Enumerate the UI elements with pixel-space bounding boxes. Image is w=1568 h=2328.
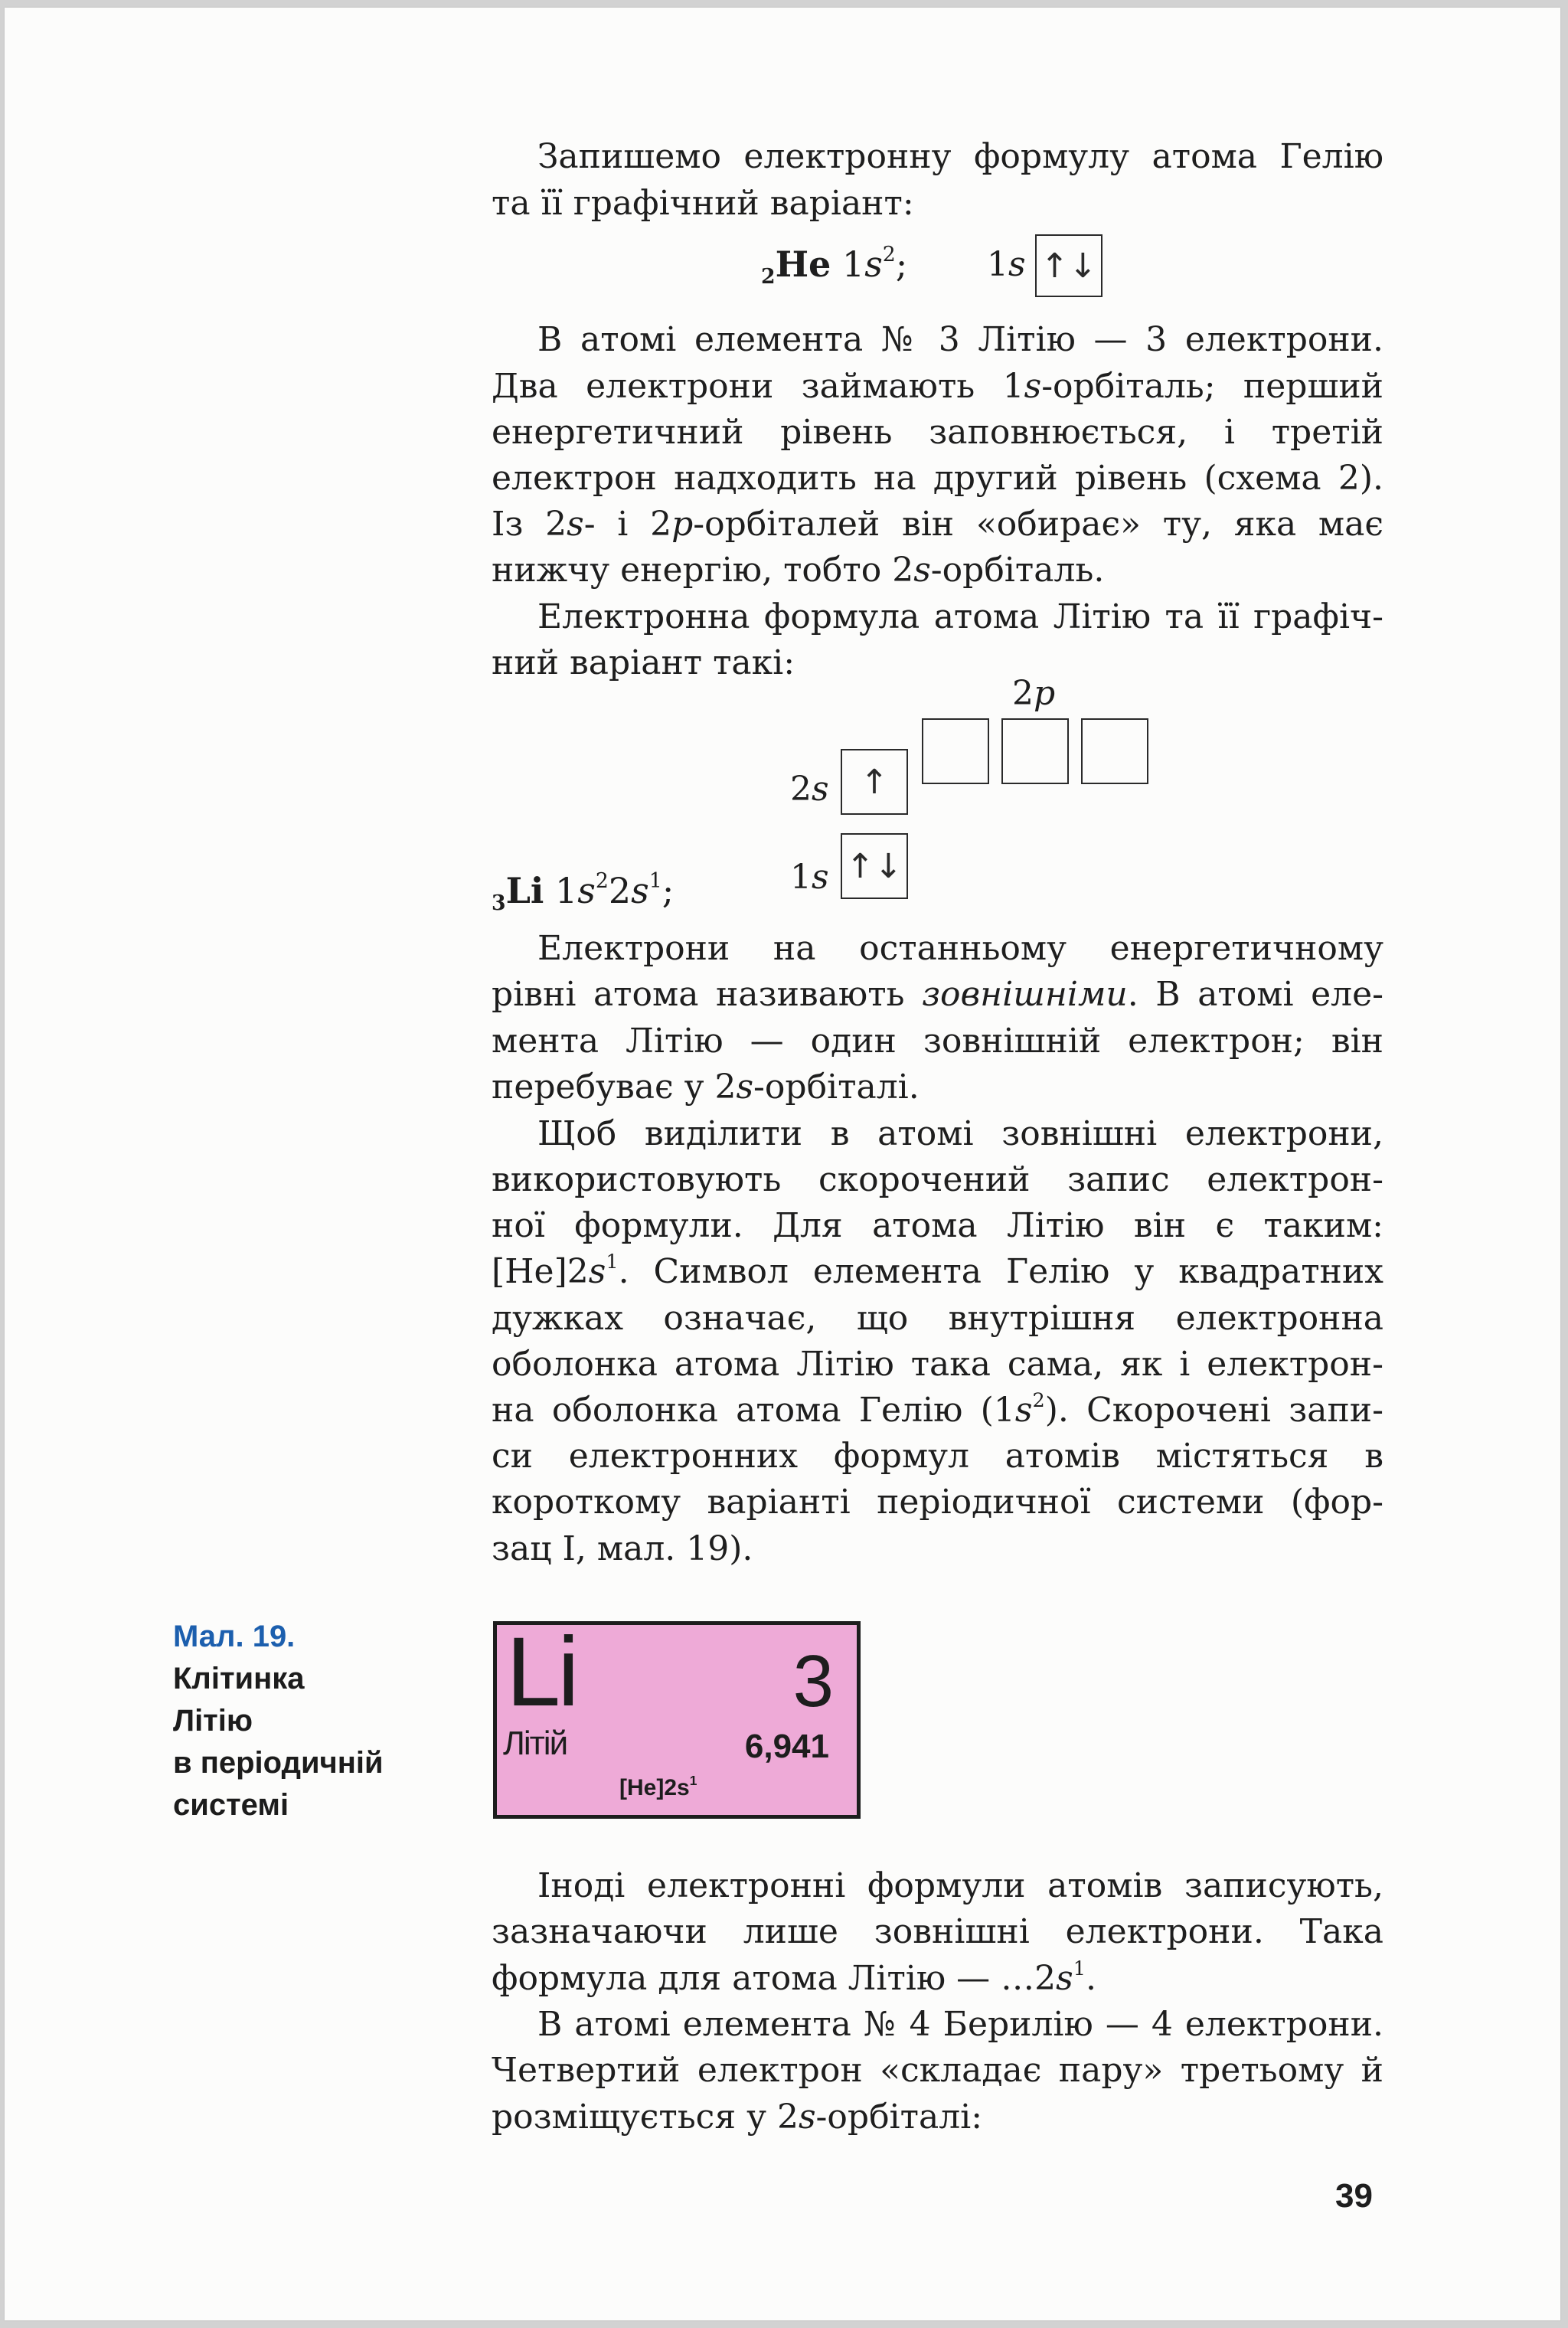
helium-orbital-label bbox=[987, 245, 1026, 284]
paragraph-lithium-l3 bbox=[492, 410, 1383, 456]
exponent: 2 bbox=[1032, 1388, 1045, 1412]
paragraph-lithium-formula-intro bbox=[492, 594, 1383, 641]
cfg-sublevel: s bbox=[631, 870, 649, 911]
paragraph-lithium-l2 bbox=[492, 364, 1383, 410]
line: формула для атома Літію — …2 bbox=[492, 1959, 1057, 1998]
line: та її графічний варіант: bbox=[492, 184, 914, 223]
element-symbol: Li bbox=[505, 870, 544, 911]
line: [He]2 bbox=[492, 1252, 589, 1291]
label-2p bbox=[1012, 674, 1055, 713]
level-number: 2 bbox=[1012, 674, 1034, 713]
helium-1s-orbital-box: ↑↓ bbox=[1035, 234, 1102, 297]
cfg-exponent: 2 bbox=[595, 869, 609, 893]
line: розміщується у 2 bbox=[492, 2097, 799, 2137]
paragraph-short-notation-l5 bbox=[492, 1296, 1383, 1342]
paragraph-helium-intro bbox=[492, 134, 1383, 181]
sublevel: s bbox=[588, 1252, 606, 1291]
line: ний варіант такі: bbox=[492, 643, 795, 682]
sublevel-letter: p bbox=[1034, 674, 1056, 713]
paragraph-short-notation-l7 bbox=[492, 1388, 1383, 1434]
line: . В атомі еле- bbox=[1127, 975, 1383, 1014]
paragraph-outer-only-l3 bbox=[492, 1956, 1383, 2003]
orbital-2s-box: ↑ bbox=[841, 749, 908, 815]
line: -орбіталь. bbox=[930, 551, 1105, 590]
paragraph-short-notation-l6 bbox=[492, 1342, 1383, 1388]
term: зовнішніми bbox=[922, 975, 1128, 1014]
sublevel-letter: s bbox=[1008, 245, 1026, 284]
line: - і 2 bbox=[583, 505, 672, 544]
sublevel: s bbox=[1056, 1959, 1073, 1998]
page-number: 39 bbox=[1335, 2177, 1373, 2215]
paragraph-outer-only bbox=[492, 1863, 1383, 1910]
line: Іноді електронні формули атомів записують, bbox=[537, 1866, 1383, 1905]
line: використовують скорочений запис електрон- bbox=[492, 1160, 1383, 1199]
paragraph-outer-electrons-l2 bbox=[492, 972, 1383, 1019]
cfg-part: ; bbox=[895, 244, 908, 285]
line: зазначаючи лише зовнішні електрони. Така bbox=[492, 1912, 1383, 1951]
cfg-exponent: 1 bbox=[689, 1772, 697, 1788]
line: енергетичний рівень заповнюється, і третій bbox=[492, 413, 1383, 452]
paragraph-lithium-l4 bbox=[492, 456, 1383, 502]
cfg-part: ; bbox=[662, 870, 675, 911]
caption-line: Клітинка bbox=[173, 1662, 305, 1695]
paragraph-helium-intro-2 bbox=[492, 181, 1383, 227]
sublevel: s bbox=[567, 505, 584, 544]
caption-line: Літію bbox=[173, 1704, 253, 1738]
line: Четвертий електрон «складає пару» третьому й bbox=[492, 2051, 1383, 2090]
paragraph-short-notation-l4 bbox=[492, 1249, 1383, 1296]
cell-symbol: Li bbox=[506, 1617, 577, 1727]
cfg-part: 2 bbox=[608, 870, 632, 911]
paragraph-short-notation-l10 bbox=[492, 1526, 1383, 1573]
atomic-number: 3 bbox=[492, 891, 506, 916]
paragraph-short-notation-l3 bbox=[492, 1203, 1383, 1250]
paragraph-short-notation-l9 bbox=[492, 1480, 1383, 1526]
line: рівні атома називають bbox=[492, 975, 923, 1014]
paragraph-lithium-l6 bbox=[492, 548, 1383, 594]
exponent: 1 bbox=[1073, 1957, 1086, 1980]
cell-element-name: Літій bbox=[503, 1725, 567, 1762]
line: Щоб виділити в атомі зовнішні електрони, bbox=[537, 1114, 1383, 1153]
paragraph-outer-electrons-l3 bbox=[492, 1019, 1383, 1065]
line: -орбіталі. bbox=[753, 1068, 920, 1107]
line: оболонка атома Літію така сама, як і електрон- bbox=[492, 1345, 1383, 1384]
cfg-sublevel: s bbox=[577, 870, 596, 911]
cfg-exponent: 1 bbox=[648, 869, 662, 893]
orbital-2p-box-1 bbox=[922, 718, 989, 784]
cfg-part: 1 bbox=[831, 244, 865, 285]
orbital-1s-box: ↑↓ bbox=[841, 833, 908, 899]
element-symbol: He bbox=[775, 244, 831, 285]
sublevel-letter: s bbox=[812, 770, 829, 809]
sublevel: s bbox=[1024, 367, 1042, 406]
cfg-part: 1 bbox=[544, 870, 578, 911]
line: . bbox=[1085, 1959, 1096, 1998]
orbital-2p-box-3 bbox=[1081, 718, 1148, 784]
sublevel: s bbox=[798, 2097, 816, 2137]
level-number: 2 bbox=[790, 770, 812, 809]
paragraph-short-notation bbox=[492, 1111, 1383, 1158]
line: Два електрони займають 1 bbox=[492, 367, 1024, 406]
figure-number: Мал. 19. bbox=[173, 1620, 296, 1653]
line: -орбіталь; перший bbox=[1041, 367, 1384, 406]
label-1s bbox=[790, 858, 829, 897]
cell-atomic-mass: 6,941 bbox=[744, 1728, 829, 1765]
cfg-text: [He]2s bbox=[619, 1775, 690, 1800]
atomic-number: 2 bbox=[761, 265, 776, 289]
lithium-periodic-cell bbox=[493, 1617, 861, 1819]
cfg-sublevel: s bbox=[864, 244, 883, 285]
paragraph-outer-electrons bbox=[492, 926, 1383, 973]
line: В атомі елемента № 4 Берилію — 4 електрони. bbox=[537, 2005, 1383, 2044]
paragraph-beryllium-l2 bbox=[492, 2048, 1383, 2094]
line: ). Скорочені запи- bbox=[1044, 1391, 1383, 1430]
paragraph-short-notation-l2 bbox=[492, 1157, 1383, 1204]
line: -орбіталей він «обирає» ту, яка має bbox=[693, 505, 1384, 544]
line: Електронна формула атома Літію та її графіч- bbox=[537, 597, 1383, 636]
line: нижчу енергію, тобто 2 bbox=[492, 551, 914, 590]
textbook-page bbox=[5, 8, 1560, 2320]
line: зац I, мал. 19). bbox=[492, 1529, 753, 1568]
helium-formula bbox=[761, 243, 908, 289]
line: В атомі елемента № 3 Літію — 3 електрони. bbox=[537, 320, 1383, 359]
line: короткому варіанті періодичної системи (фор- bbox=[492, 1483, 1383, 1522]
line: . Символ елемента Гелію у квадратних bbox=[618, 1252, 1383, 1291]
line: ної формули. Для атома Літію він є таким: bbox=[492, 1206, 1383, 1245]
label-2s bbox=[790, 770, 829, 809]
caption-line: системі bbox=[173, 1788, 289, 1822]
line: Запишемо електронну формулу атома Гелію bbox=[537, 137, 1383, 176]
paragraph-outer-only-l2 bbox=[492, 1909, 1383, 1956]
line: Із 2 bbox=[492, 505, 567, 544]
line: Електрони на останньому енергетичному bbox=[537, 929, 1383, 968]
cell-configuration bbox=[619, 1772, 697, 1801]
cell-atomic-number: 3 bbox=[792, 1640, 834, 1722]
line: на оболонка атома Гелію (1 bbox=[492, 1391, 1015, 1430]
line: -орбіталі: bbox=[815, 2097, 983, 2137]
sublevel: s bbox=[1014, 1391, 1033, 1430]
sublevel: p bbox=[671, 505, 694, 544]
level-number: 1 bbox=[790, 858, 812, 897]
line: си електронних формул атомів містяться в bbox=[492, 1437, 1383, 1476]
paragraph-beryllium bbox=[492, 2002, 1383, 2048]
line: мента Літію — один зовнішній електрон; він bbox=[492, 1022, 1383, 1061]
lithium-formula bbox=[492, 869, 675, 916]
sublevel-letter: s bbox=[812, 858, 829, 897]
paragraph-beryllium-l3 bbox=[492, 2094, 1383, 2141]
paragraph-lithium bbox=[492, 317, 1383, 364]
paragraph-lithium-l5 bbox=[492, 502, 1383, 548]
cfg-exponent: 2 bbox=[882, 243, 896, 266]
figure-caption bbox=[173, 1616, 449, 1826]
orbital-2p-box-2 bbox=[1001, 718, 1069, 784]
paragraph-short-notation-l8 bbox=[492, 1434, 1383, 1480]
caption-line: в періодичній bbox=[173, 1746, 384, 1780]
sublevel: s bbox=[736, 1068, 754, 1107]
sublevel: s bbox=[913, 551, 931, 590]
paragraph-outer-electrons-l4 bbox=[492, 1064, 1383, 1111]
paragraph-lithium-formula-intro-2 bbox=[492, 640, 1383, 687]
line: електрон надходить на другий рівень (схема 2). bbox=[492, 459, 1383, 498]
exponent: 1 bbox=[606, 1250, 619, 1274]
level-number: 1 bbox=[987, 245, 1008, 284]
line: дужках означає, що внутрішня електронна bbox=[492, 1299, 1383, 1338]
line: перебуває у 2 bbox=[492, 1068, 737, 1107]
